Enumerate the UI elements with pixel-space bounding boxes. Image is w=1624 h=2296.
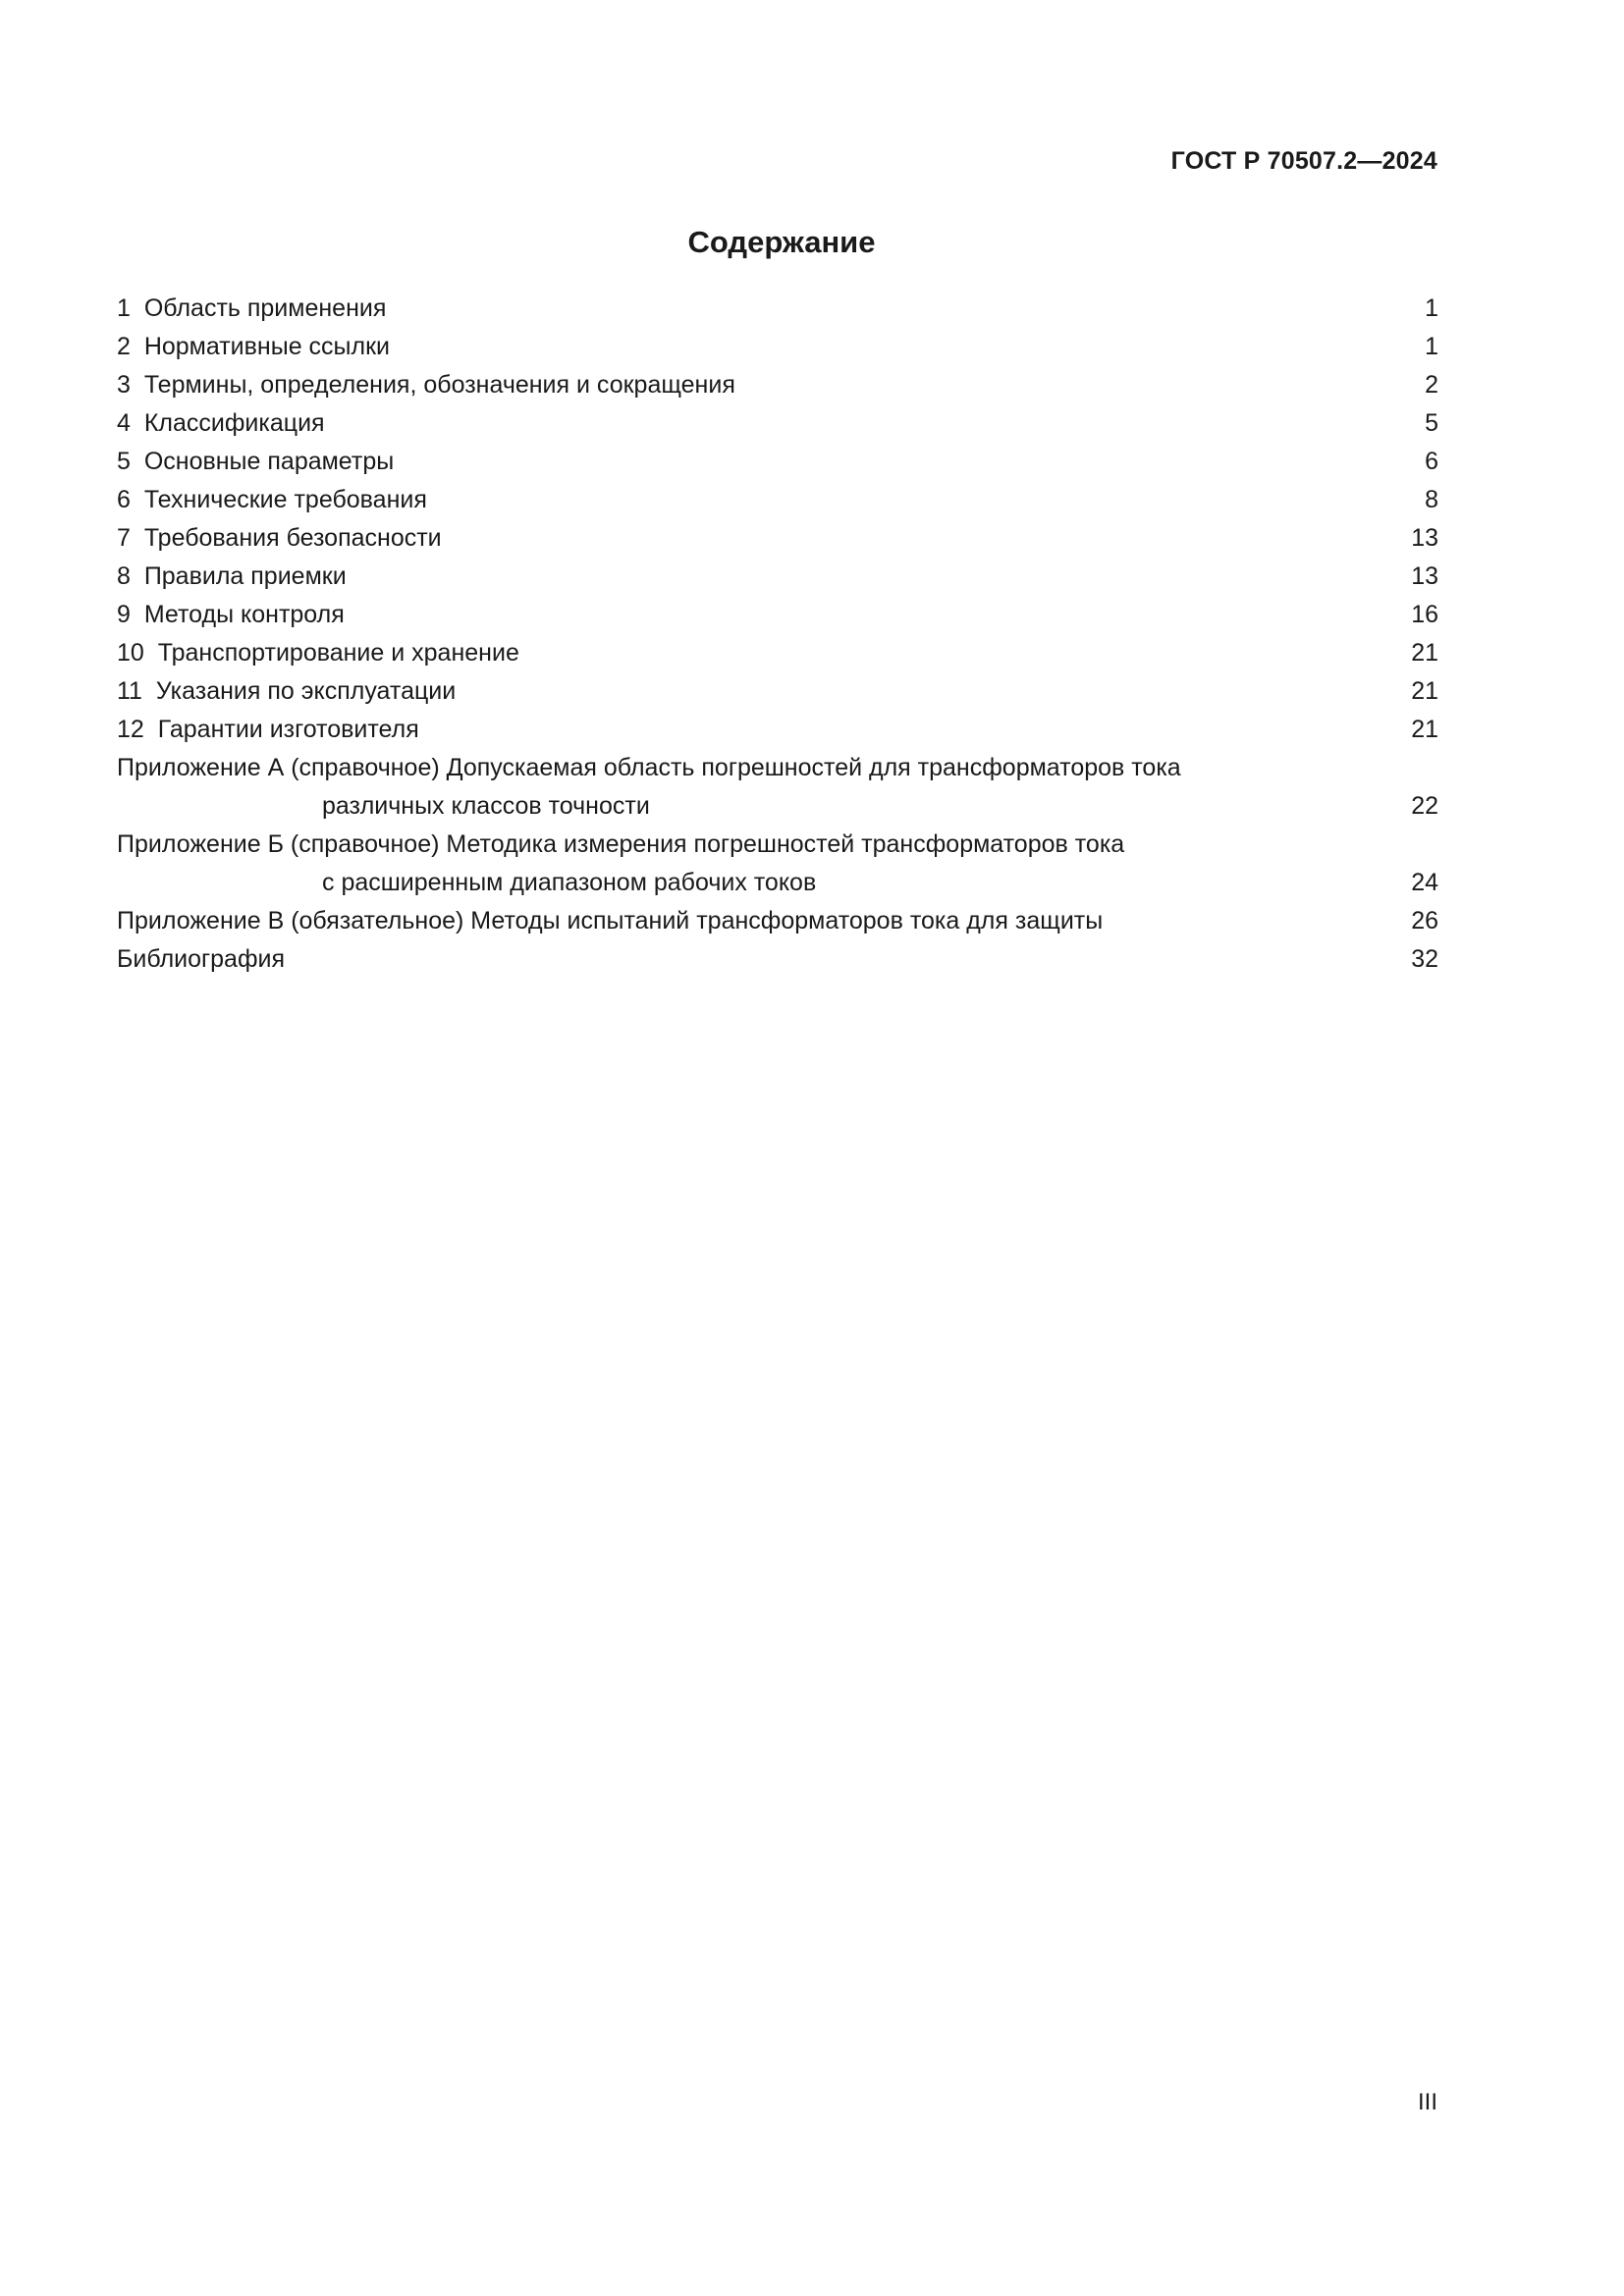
toc-item-10[interactable] — [117, 634, 1438, 672]
toc-item-page: 26 — [1411, 907, 1438, 934]
toc-item-page: 6 — [1425, 448, 1438, 475]
toc-item-page: 21 — [1411, 677, 1438, 705]
toc-item-label: Гарантии изготовителя — [157, 716, 419, 743]
toc-item-number: 12 — [117, 716, 144, 743]
toc-item-1[interactable] — [117, 290, 1438, 328]
toc-title: Содержание — [687, 225, 876, 259]
toc-item-12[interactable] — [117, 711, 1438, 749]
toc-item-page: 8 — [1425, 486, 1438, 513]
toc-item-label: Основные параметры — [143, 448, 395, 475]
toc-item-label: Технические требования — [143, 486, 427, 513]
toc-item-number: 9 — [117, 601, 131, 628]
toc-item-page: 21 — [1411, 639, 1438, 667]
toc-item-number: 10 — [117, 639, 144, 667]
toc-item-page: 16 — [1411, 601, 1438, 628]
toc-item-page: 13 — [1411, 524, 1438, 552]
toc-item-label: Нормативные ссылки — [143, 333, 390, 360]
toc-item-8[interactable] — [117, 558, 1438, 596]
toc-item-label: Требования безопасности — [143, 524, 442, 552]
toc-annex-v[interactable] — [117, 902, 1438, 940]
toc-item-label: Библиография — [117, 945, 286, 973]
toc-item-label: Термины, определения, обозначения и сокращения — [143, 371, 735, 399]
toc-item-label: Указания по эксплуатации — [155, 677, 457, 705]
toc-item-number: 3 — [117, 371, 131, 399]
table-of-contents — [117, 290, 1438, 979]
document-code: ГОСТ Р 70507.2—2024 — [1170, 147, 1437, 175]
toc-item-page: 5 — [1425, 409, 1438, 437]
toc-item-page: 1 — [1425, 294, 1438, 322]
toc-item-label: различных классов точности — [322, 792, 650, 820]
toc-item-number: 4 — [117, 409, 131, 437]
toc-item-4[interactable] — [117, 404, 1438, 443]
toc-item-5[interactable] — [117, 443, 1438, 481]
page-number: III — [1417, 2089, 1437, 2115]
toc-item-number: 5 — [117, 448, 131, 475]
toc-item-label: Классификация — [143, 409, 325, 437]
toc-annex-a-heading[interactable]: Приложение А (справочное) Допускаемая область погрешностей для трансформаторов тока — [117, 754, 1181, 781]
toc-item-number: 7 — [117, 524, 131, 552]
toc-item-label: с расширенным диапазоном рабочих токов — [322, 869, 817, 896]
toc-item-label: Область применения — [143, 294, 387, 322]
toc-annex-a-continuation[interactable] — [117, 787, 1438, 826]
toc-item-label: Приложение В (обязательное) Методы испытаний трансформаторов тока для защиты — [117, 907, 1104, 934]
toc-item-page: 22 — [1411, 792, 1438, 820]
toc-annex-b-continuation[interactable] — [117, 864, 1438, 902]
toc-item-2[interactable] — [117, 328, 1438, 366]
toc-annex-b-heading[interactable]: Приложение Б (справочное) Методика измерения погрешностей трансформаторов тока — [117, 830, 1125, 858]
toc-item-page: 21 — [1411, 716, 1438, 743]
toc-item-7[interactable] — [117, 519, 1438, 558]
toc-item-3[interactable] — [117, 366, 1438, 404]
toc-item-label: Методы контроля — [143, 601, 345, 628]
toc-item-page: 1 — [1425, 333, 1438, 360]
toc-item-page: 32 — [1411, 945, 1438, 973]
toc-item-9[interactable] — [117, 596, 1438, 634]
toc-item-page: 24 — [1411, 869, 1438, 896]
toc-item-page: 13 — [1411, 562, 1438, 590]
toc-item-number: 1 — [117, 294, 131, 322]
toc-item-page: 2 — [1425, 371, 1438, 399]
toc-item-number: 11 — [117, 677, 142, 705]
toc-bibliography[interactable] — [117, 940, 1438, 979]
toc-item-6[interactable] — [117, 481, 1438, 519]
toc-item-number: 6 — [117, 486, 131, 513]
toc-item-number: 2 — [117, 333, 131, 360]
toc-item-11[interactable] — [117, 672, 1438, 711]
toc-item-number: 8 — [117, 562, 131, 590]
toc-item-label: Транспортирование и хранение — [157, 639, 519, 667]
toc-item-label: Правила приемки — [143, 562, 347, 590]
